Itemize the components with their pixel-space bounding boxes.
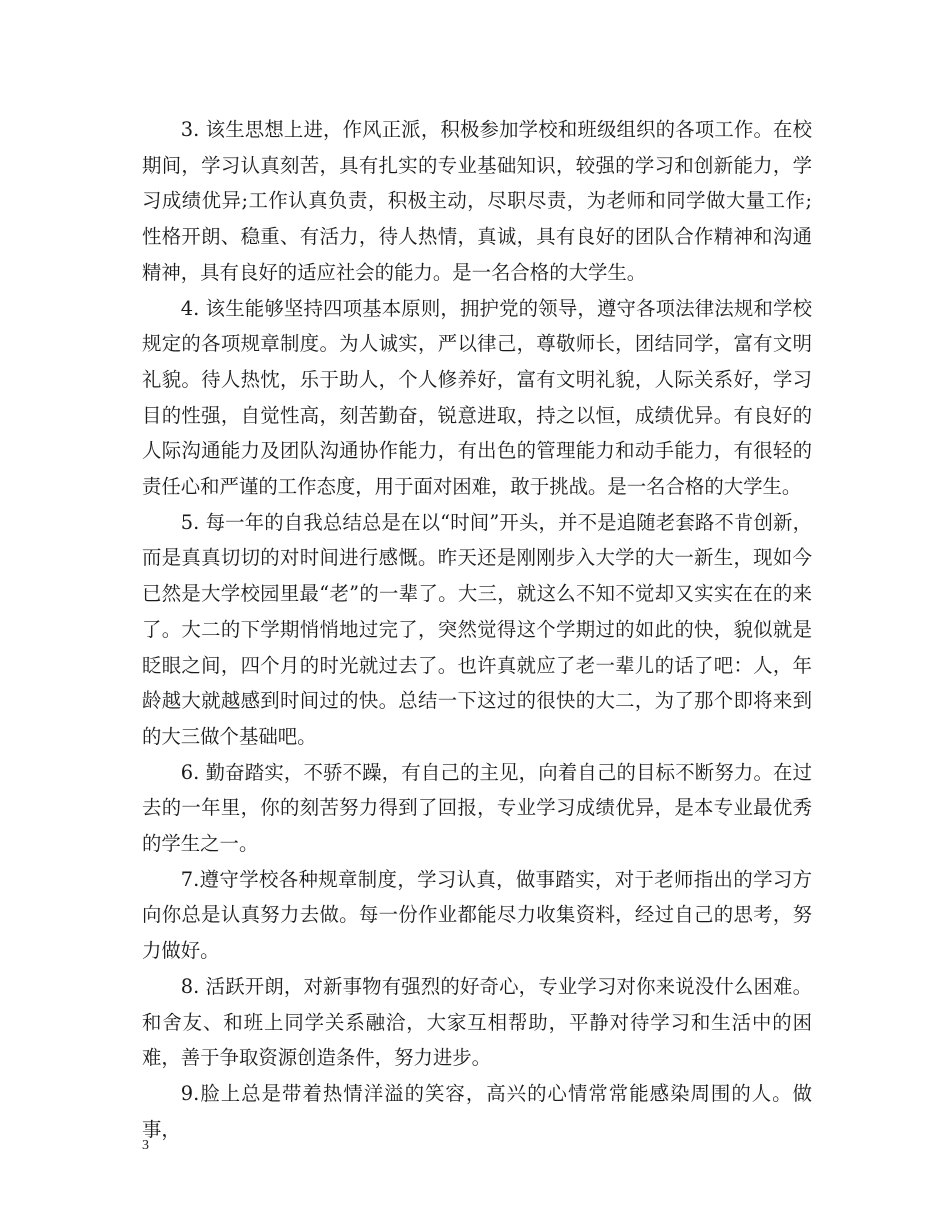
document-body [142, 112, 812, 1147]
paragraph-3: 3. 该生思想上进，作风正派，积极参加学校和班级组织的各项工作。在校期间，学习认真刻苦，具有扎实的专业基础知识，较强的学习和创新能力，学习成绩优异;工作认真负责，积极主动，尽职尽责，为老师和同学做大量工作;性格开朗、稳重、有活力，待人热情，真诚，具有良好的团队合作精神和沟通精神，具有良好的适应社会的能力。是一名合格的大学生。 [142, 118, 812, 284]
paragraph-8: 8. 活跃开朗，对新事物有强烈的好奇心，专业学习对你来说没什么困难。和舍友、和班上同学关系融洽，大家互相帮助，平静对待学习和生活中的困难，善于争取资源创造条件，努力进步。 [142, 974, 812, 1070]
paragraph-5: 5. 每一年的自我总结总是在以“时间”开头，并不是追随老套路不肯创新，而是真真切切的对时间进行感慨。昨天还是刚刚步入大学的大一新生，现如今已然是大学校园里最“老”的一辈了。大三，就这么不知不觉却又实实在在的来了。大二的下学期悄悄地过完了，突然觉得这个学期过的如此的快，貌似就是眨眼之间，四个月的时光就过去了。也许真就应了老一辈儿的话了吧：人，年龄越大就越感到时间过的快。总结一下这过的很快的大二，为了那个即将来到的大三做个基础吧。 [142, 510, 812, 748]
paragraph-9: 9.脸上总是带着热情洋溢的笑容，高兴的心情常常能感染周围的人。做事， [142, 1081, 812, 1141]
paragraph-7: 7.遵守学校各种规章制度，学习认真，做事踏实，对于老师指出的学习方向你总是认真努力去做。每一份作业都能尽力收集资料，经过自己的思考，努力做好。 [142, 867, 812, 963]
paragraph-4: 4. 该生能够坚持四项基本原则，拥护党的领导，遵守各项法律法规和学校规定的各项规章制度。为人诚实，严以律己，尊敬师长，团结同学，富有文明礼貌。待人热忱，乐于助人，个人修养好，富有文明礼貌，人际关系好，学习目的性强，自觉性高，刻苦勤奋，锐意进取，持之以恒，成绩优异。有良好的人际沟通能力及团队沟通协作能力，有出色的管理能力和动手能力，有很轻的责任心和严谨的工作态度，用于面对困难，敢于挑战。是一名合格的大学生。 [142, 296, 812, 499]
paragraph-6: 6. 勤奋踏实，不骄不躁，有自己的主见，向着自己的目标不断努力。在过去的一年里，你的刻苦努力得到了回报，专业学习成绩优异，是本专业最优秀的学生之一。 [142, 760, 812, 856]
page-number: 3 [142, 1138, 149, 1153]
